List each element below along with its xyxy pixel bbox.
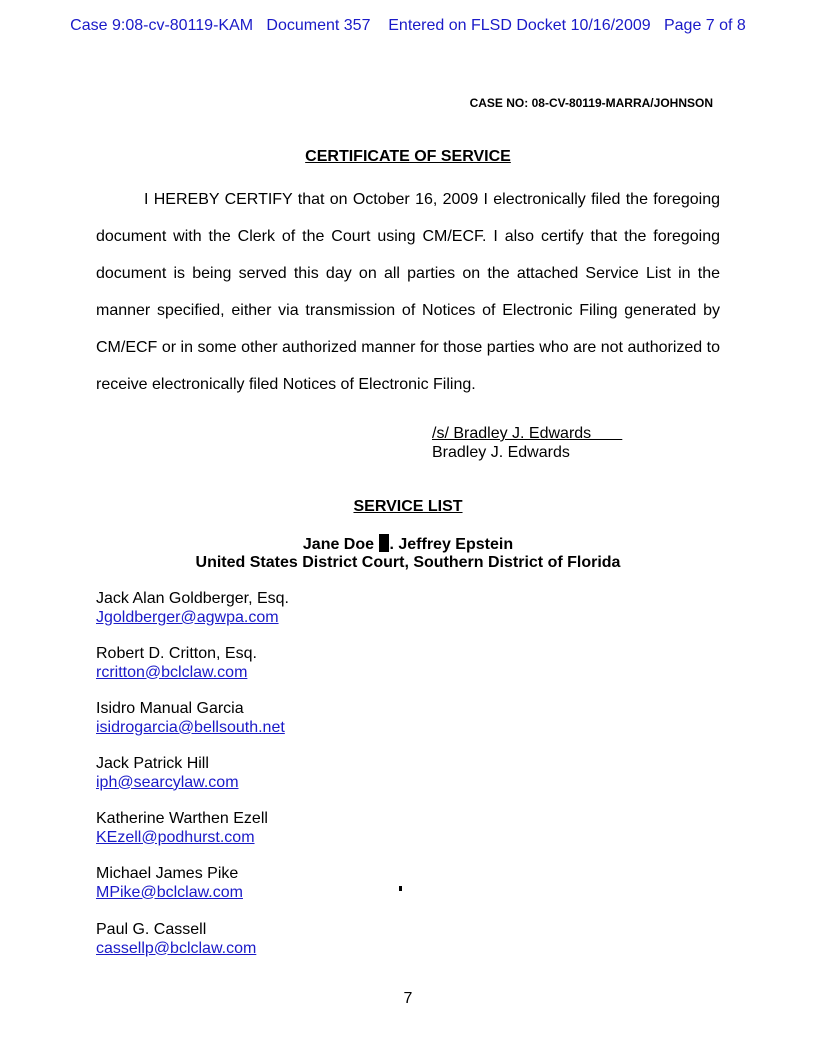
- party-name: Katherine Warthen Ezell: [96, 810, 268, 827]
- certificate-paragraph: I HEREBY CERTIFY that on October 16, 2009 I electronically filed the foregoing document with the Clerk of the Court using CM/ECF. I also certify that the foregoing document is being served this day on all parties on the attached Service List in the manner specified, either via transmission of Notices of Electronic Filing generated by CM/ECF or in some other authorized manner for those parties who are not authorized to receive electronically filed Notices of Electronic Filing.: [96, 191, 720, 393]
- service-entry: [96, 755, 239, 792]
- court-name: United States District Court, Southern District of Florida: [195, 554, 621, 571]
- service-entry: [96, 810, 268, 847]
- signature-name: Bradley J. Edwards: [432, 443, 570, 461]
- party-email-link[interactable]: KEzell@podhurst.com: [96, 828, 255, 846]
- case-title: [0, 534, 816, 555]
- service-entry: [96, 645, 257, 682]
- party-email-link[interactable]: rcritton@bclclaw.com: [96, 663, 248, 681]
- page-number: 7: [403, 990, 413, 1007]
- case-title-plaintiff: Jane Doe: [302, 536, 379, 553]
- party-name: Paul G. Cassell: [96, 921, 207, 938]
- case-number: CASE NO: 08-CV-80119-MARRA/JOHNSON: [469, 96, 713, 110]
- service-entry: [96, 921, 256, 958]
- redaction-box: [379, 534, 389, 552]
- party-email-link[interactable]: isidrogarcia@bellsouth.net: [96, 718, 285, 736]
- party-email-link[interactable]: iph@searcylaw.com: [96, 773, 239, 791]
- party-name: Isidro Manual Garcia: [96, 700, 244, 717]
- service-entry: [96, 590, 289, 627]
- signature-block: [432, 425, 622, 462]
- service-entry: [96, 700, 285, 737]
- party-name: Jack Patrick Hill: [96, 755, 209, 772]
- docket-header: Case 9:08-cv-80119-KAM Document 357 Entered on FLSD Docket 10/16/2009 Page 7 of 8: [70, 17, 746, 34]
- party-email-link[interactable]: cassellp@bclclaw.com: [96, 939, 257, 957]
- case-title-defendant: . Jeffrey Epstein: [389, 536, 514, 553]
- party-name: Michael James Pike: [96, 865, 239, 882]
- service-list-heading: SERVICE LIST: [353, 498, 463, 515]
- party-name: Robert D. Critton, Esq.: [96, 645, 257, 662]
- service-entry: [96, 865, 243, 902]
- signature-line: /s/ Bradley J. Edwards: [432, 425, 623, 442]
- scan-speck: [399, 886, 402, 891]
- party-email-link[interactable]: MPike@bclclaw.com: [96, 883, 243, 901]
- party-name: Jack Alan Goldberger, Esq.: [96, 590, 289, 607]
- certificate-heading: CERTIFICATE OF SERVICE: [305, 148, 511, 165]
- certificate-body: [96, 181, 720, 403]
- party-email-link[interactable]: Jgoldberger@agwpa.com: [96, 608, 279, 626]
